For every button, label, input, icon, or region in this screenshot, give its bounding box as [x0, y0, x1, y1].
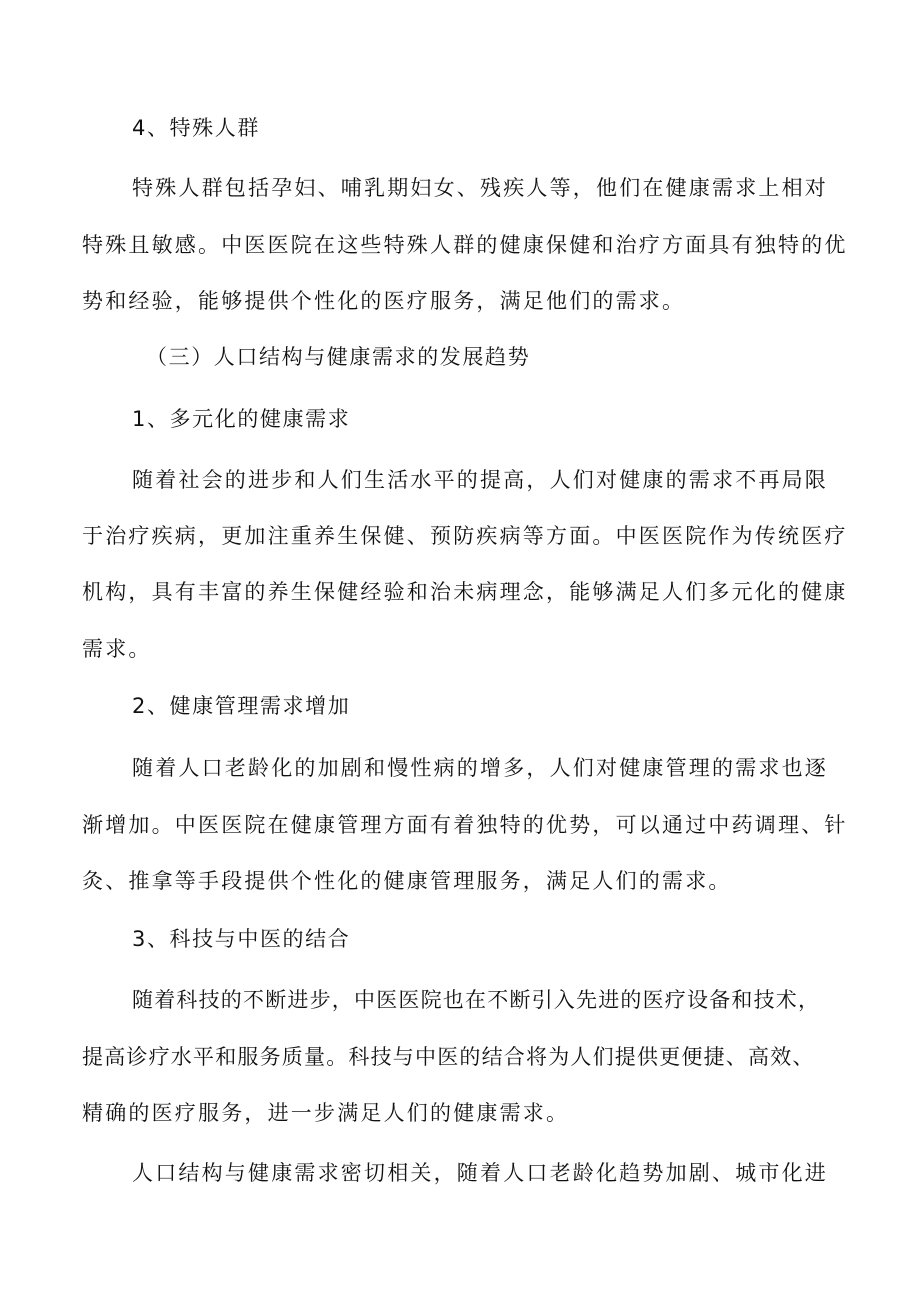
- section-heading-special-groups: 4、特殊人群: [132, 116, 260, 140]
- paragraph-line: 特殊人群包括孕妇、哺乳期妇女、残疾人等，他们在健康需求上相对: [132, 176, 828, 200]
- paragraph-line: 随着人口老龄化的加剧和慢性病的增多，人们对健康管理的需求也逐: [132, 756, 828, 780]
- paragraph-line: 提高诊疗水平和服务质量。科技与中医的结合将为人们提供更便捷、高效、: [82, 1045, 815, 1069]
- paragraph-line: 人口结构与健康需求密切相关，随着人口老龄化趋势加剧、城市化进: [132, 1161, 828, 1185]
- section-heading-tech-and-tcm: 3、科技与中医的结合: [132, 927, 351, 951]
- paragraph-line: 随着社会的进步和人们生活水平的提高，人们对健康的需求不再局限: [132, 468, 828, 492]
- section-heading-diversified-needs: 1、多元化的健康需求: [132, 407, 351, 431]
- paragraph-line: 于治疗疾病，更加注重养生保健、预防疾病等方面。中医医院作为传统医疗: [82, 524, 848, 548]
- paragraph-line: 特殊且敏感。中医医院在这些特殊人群的健康保健和治疗方面具有独特的优: [82, 233, 848, 257]
- paragraph-line: 势和经验，能够提供个性化的医疗服务，满足他们的需求。: [82, 289, 686, 313]
- paragraph-line: 渐增加。中医医院在健康管理方面有着独特的优势，可以通过中药调理、针: [82, 813, 848, 837]
- subsection-title-trends: （三）人口结构与健康需求的发展趋势: [146, 345, 531, 369]
- paragraph-line: 需求。: [82, 637, 152, 661]
- paragraph-line: 精确的医疗服务，进一步满足人们的健康需求。: [82, 1101, 570, 1125]
- section-heading-health-management: 2、健康管理需求增加: [132, 694, 351, 718]
- paragraph-line: 机构，具有丰富的养生保健经验和治未病理念，能够满足人们多元化的健康: [82, 580, 848, 604]
- paragraph-line: 灸、推拿等手段提供个性化的健康管理服务，满足人们的需求。: [82, 869, 732, 893]
- paragraph-line: 随着科技的不断进步，中医医院也在不断引入先进的医疗设备和技术，: [132, 988, 821, 1012]
